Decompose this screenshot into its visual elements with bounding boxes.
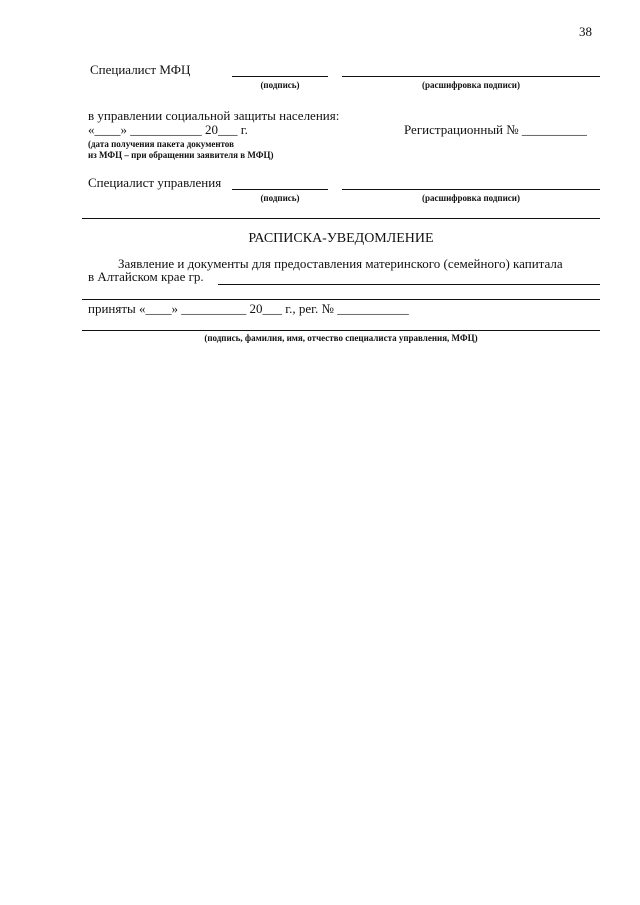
applicant-name-line bbox=[218, 284, 600, 285]
mfc-specialist-label: Специалист МФЦ bbox=[90, 62, 191, 77]
accepted-field bbox=[88, 301, 409, 317]
signature-line bbox=[82, 330, 600, 331]
applicant-name-line-2 bbox=[82, 299, 600, 300]
usz-date-suffix: г. bbox=[240, 122, 248, 137]
mfc-signature-caption: (подпись) bbox=[260, 80, 300, 90]
usz-date-note-1: (дата получения пакета документов bbox=[88, 139, 234, 149]
dept-specialist-label: Специалист управления bbox=[88, 175, 222, 190]
registration-number-blank: __________ bbox=[521, 122, 587, 137]
usz-date-note-2: из МФЦ – при обращении заявителя в МФЦ) bbox=[88, 150, 274, 160]
usz-date-year: 20___ bbox=[205, 122, 238, 137]
usz-date-month: ___________ bbox=[130, 122, 202, 137]
usz-heading: в управлении социальной защиты населения: bbox=[88, 108, 340, 123]
registration-number-field bbox=[404, 122, 587, 138]
receipt-text-line-1: Заявление и документы для предоставления материнского (семейного) капитала bbox=[118, 256, 563, 271]
accepted-year: 20___ bbox=[249, 301, 283, 316]
signature-caption: (подпись, фамилия, имя, отчество специалиста управления, МФЦ) bbox=[204, 333, 478, 343]
dept-signature-line bbox=[232, 189, 328, 190]
usz-date-day: «____» bbox=[88, 122, 127, 137]
receipt-text-line-2: в Алтайском крае гр. bbox=[88, 269, 204, 284]
accepted-reg-label: г., рег. № bbox=[285, 301, 334, 316]
usz-date-field bbox=[88, 122, 248, 138]
receipt-title: РАСПИСКА-УВЕДОМЛЕНИЕ bbox=[248, 231, 434, 246]
dept-decoding-line bbox=[342, 189, 600, 190]
dept-decoding-caption: (расшифровка подписи) bbox=[422, 193, 520, 203]
mfc-decoding-caption: (расшифровка подписи) bbox=[422, 80, 520, 90]
page-number: 38 bbox=[579, 24, 592, 39]
accepted-month: __________ bbox=[181, 301, 247, 316]
mfc-signature-line bbox=[232, 76, 328, 77]
dept-signature-caption: (подпись) bbox=[260, 193, 300, 203]
mfc-decoding-line bbox=[342, 76, 600, 77]
accepted-reg-blank: ___________ bbox=[337, 301, 409, 316]
section-divider bbox=[82, 218, 600, 219]
accepted-prefix: приняты «____» bbox=[88, 301, 179, 316]
registration-number-label: Регистрационный № bbox=[404, 122, 519, 137]
